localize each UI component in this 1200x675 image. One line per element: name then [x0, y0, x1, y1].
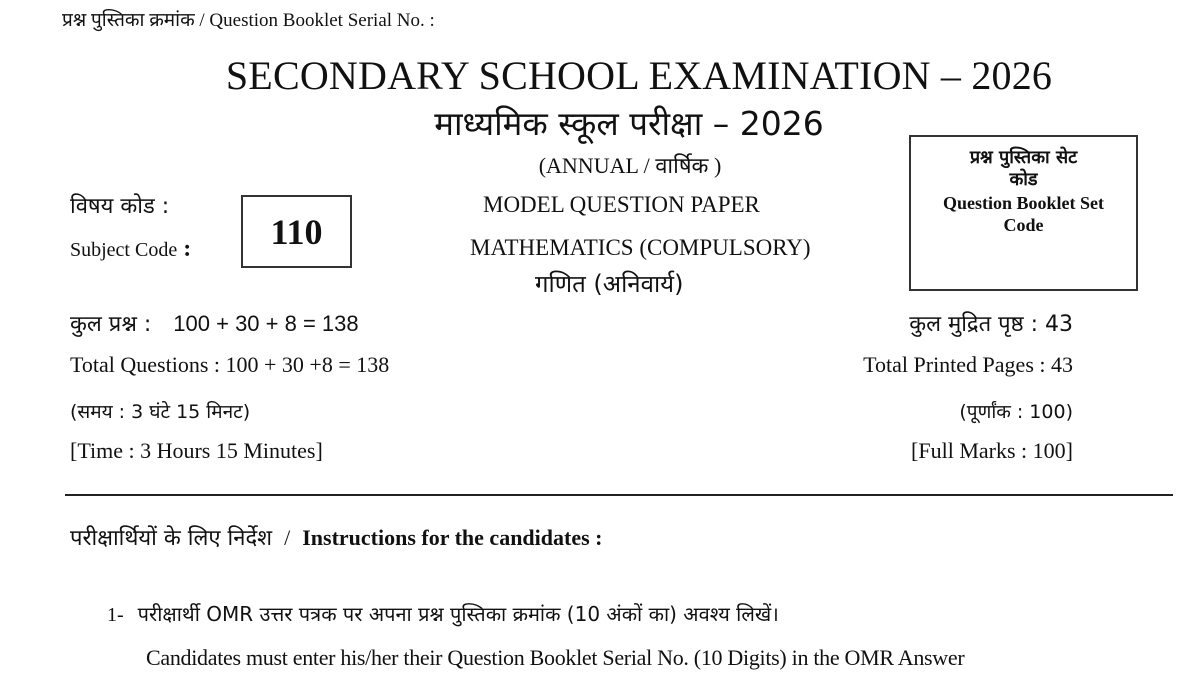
- booklet-serial-label: प्रश्न पुस्तिका क्रमांक / Question Booklet Serial No. :: [62, 10, 435, 31]
- exam-type: (ANNUAL / वार्षिक ): [538, 153, 722, 178]
- exam-title-english: SECONDARY SCHOOL EXAMINATION – 2026: [225, 53, 1053, 98]
- full-marks-english: [Full Marks : 100]: [911, 438, 1073, 463]
- set-code-label-english-2: Code: [1003, 215, 1044, 235]
- total-pages-hindi: कुल मुद्रित पृष्ठ : 43: [909, 312, 1073, 337]
- instruction-item-hindi: [107, 600, 779, 627]
- subject-name-english: MATHEMATICS (COMPULSORY): [470, 235, 811, 260]
- subject-code-colon: :: [183, 236, 192, 262]
- instructions-heading-english: Instructions for the candidates :: [302, 525, 603, 550]
- subject-code-label-text: Subject Code: [70, 239, 178, 261]
- time-hindi: (समय : 3 घंटे 15 मिनट): [70, 401, 251, 423]
- instructions-heading-hindi: परीक्षार्थियों के लिए निर्देश: [70, 526, 273, 551]
- instruction-number: 1-: [107, 604, 124, 626]
- subject-code-label-english: [70, 236, 191, 263]
- paper-type: MODEL QUESTION PAPER: [483, 192, 760, 217]
- exam-title-hindi: माध्यमिक स्कूल परीक्षा – 2026: [434, 104, 824, 143]
- full-marks-hindi: (पूर्णांक : 100): [959, 401, 1073, 423]
- instructions-heading: [70, 522, 602, 552]
- time-english: [Time : 3 Hours 15 Minutes]: [70, 438, 323, 463]
- total-questions-english: Total Questions : 100 + 30 +8 = 138: [70, 352, 390, 377]
- total-questions-value-hindi: 100 + 30 + 8 = 138: [173, 311, 359, 336]
- set-code-label-english-1: Question Booklet Set: [942, 193, 1104, 213]
- instruction-text-hindi: परीक्षार्थी OMR उत्तर पत्रक पर अपना प्रश्न पुस्तिका क्रमांक (10 अंकों का) अवश्य लिखें।: [137, 602, 779, 626]
- instruction-text-english: Candidates must enter his/her their Question Booklet Serial No. (10 Digits) in the OMR Answer: [146, 645, 965, 670]
- total-pages-english: Total Printed Pages : 43: [863, 352, 1073, 377]
- booklet-set-code-box: [909, 135, 1138, 291]
- subject-name-hindi: गणित (अनिवार्य): [535, 270, 684, 298]
- subject-code-value: 110: [270, 211, 323, 252]
- set-code-label-hindi-2: कोड: [1009, 169, 1038, 190]
- set-code-label-hindi-1: प्रश्न पुस्तिका सेट: [969, 147, 1078, 168]
- total-questions-hindi: [70, 308, 359, 338]
- subject-code-box: [241, 195, 352, 268]
- instructions-heading-separator: /: [284, 525, 291, 550]
- subject-code-label-hindi: विषय कोड :: [70, 194, 170, 219]
- total-questions-label-hindi: कुल प्रश्न :: [70, 312, 152, 337]
- section-divider: [65, 494, 1173, 496]
